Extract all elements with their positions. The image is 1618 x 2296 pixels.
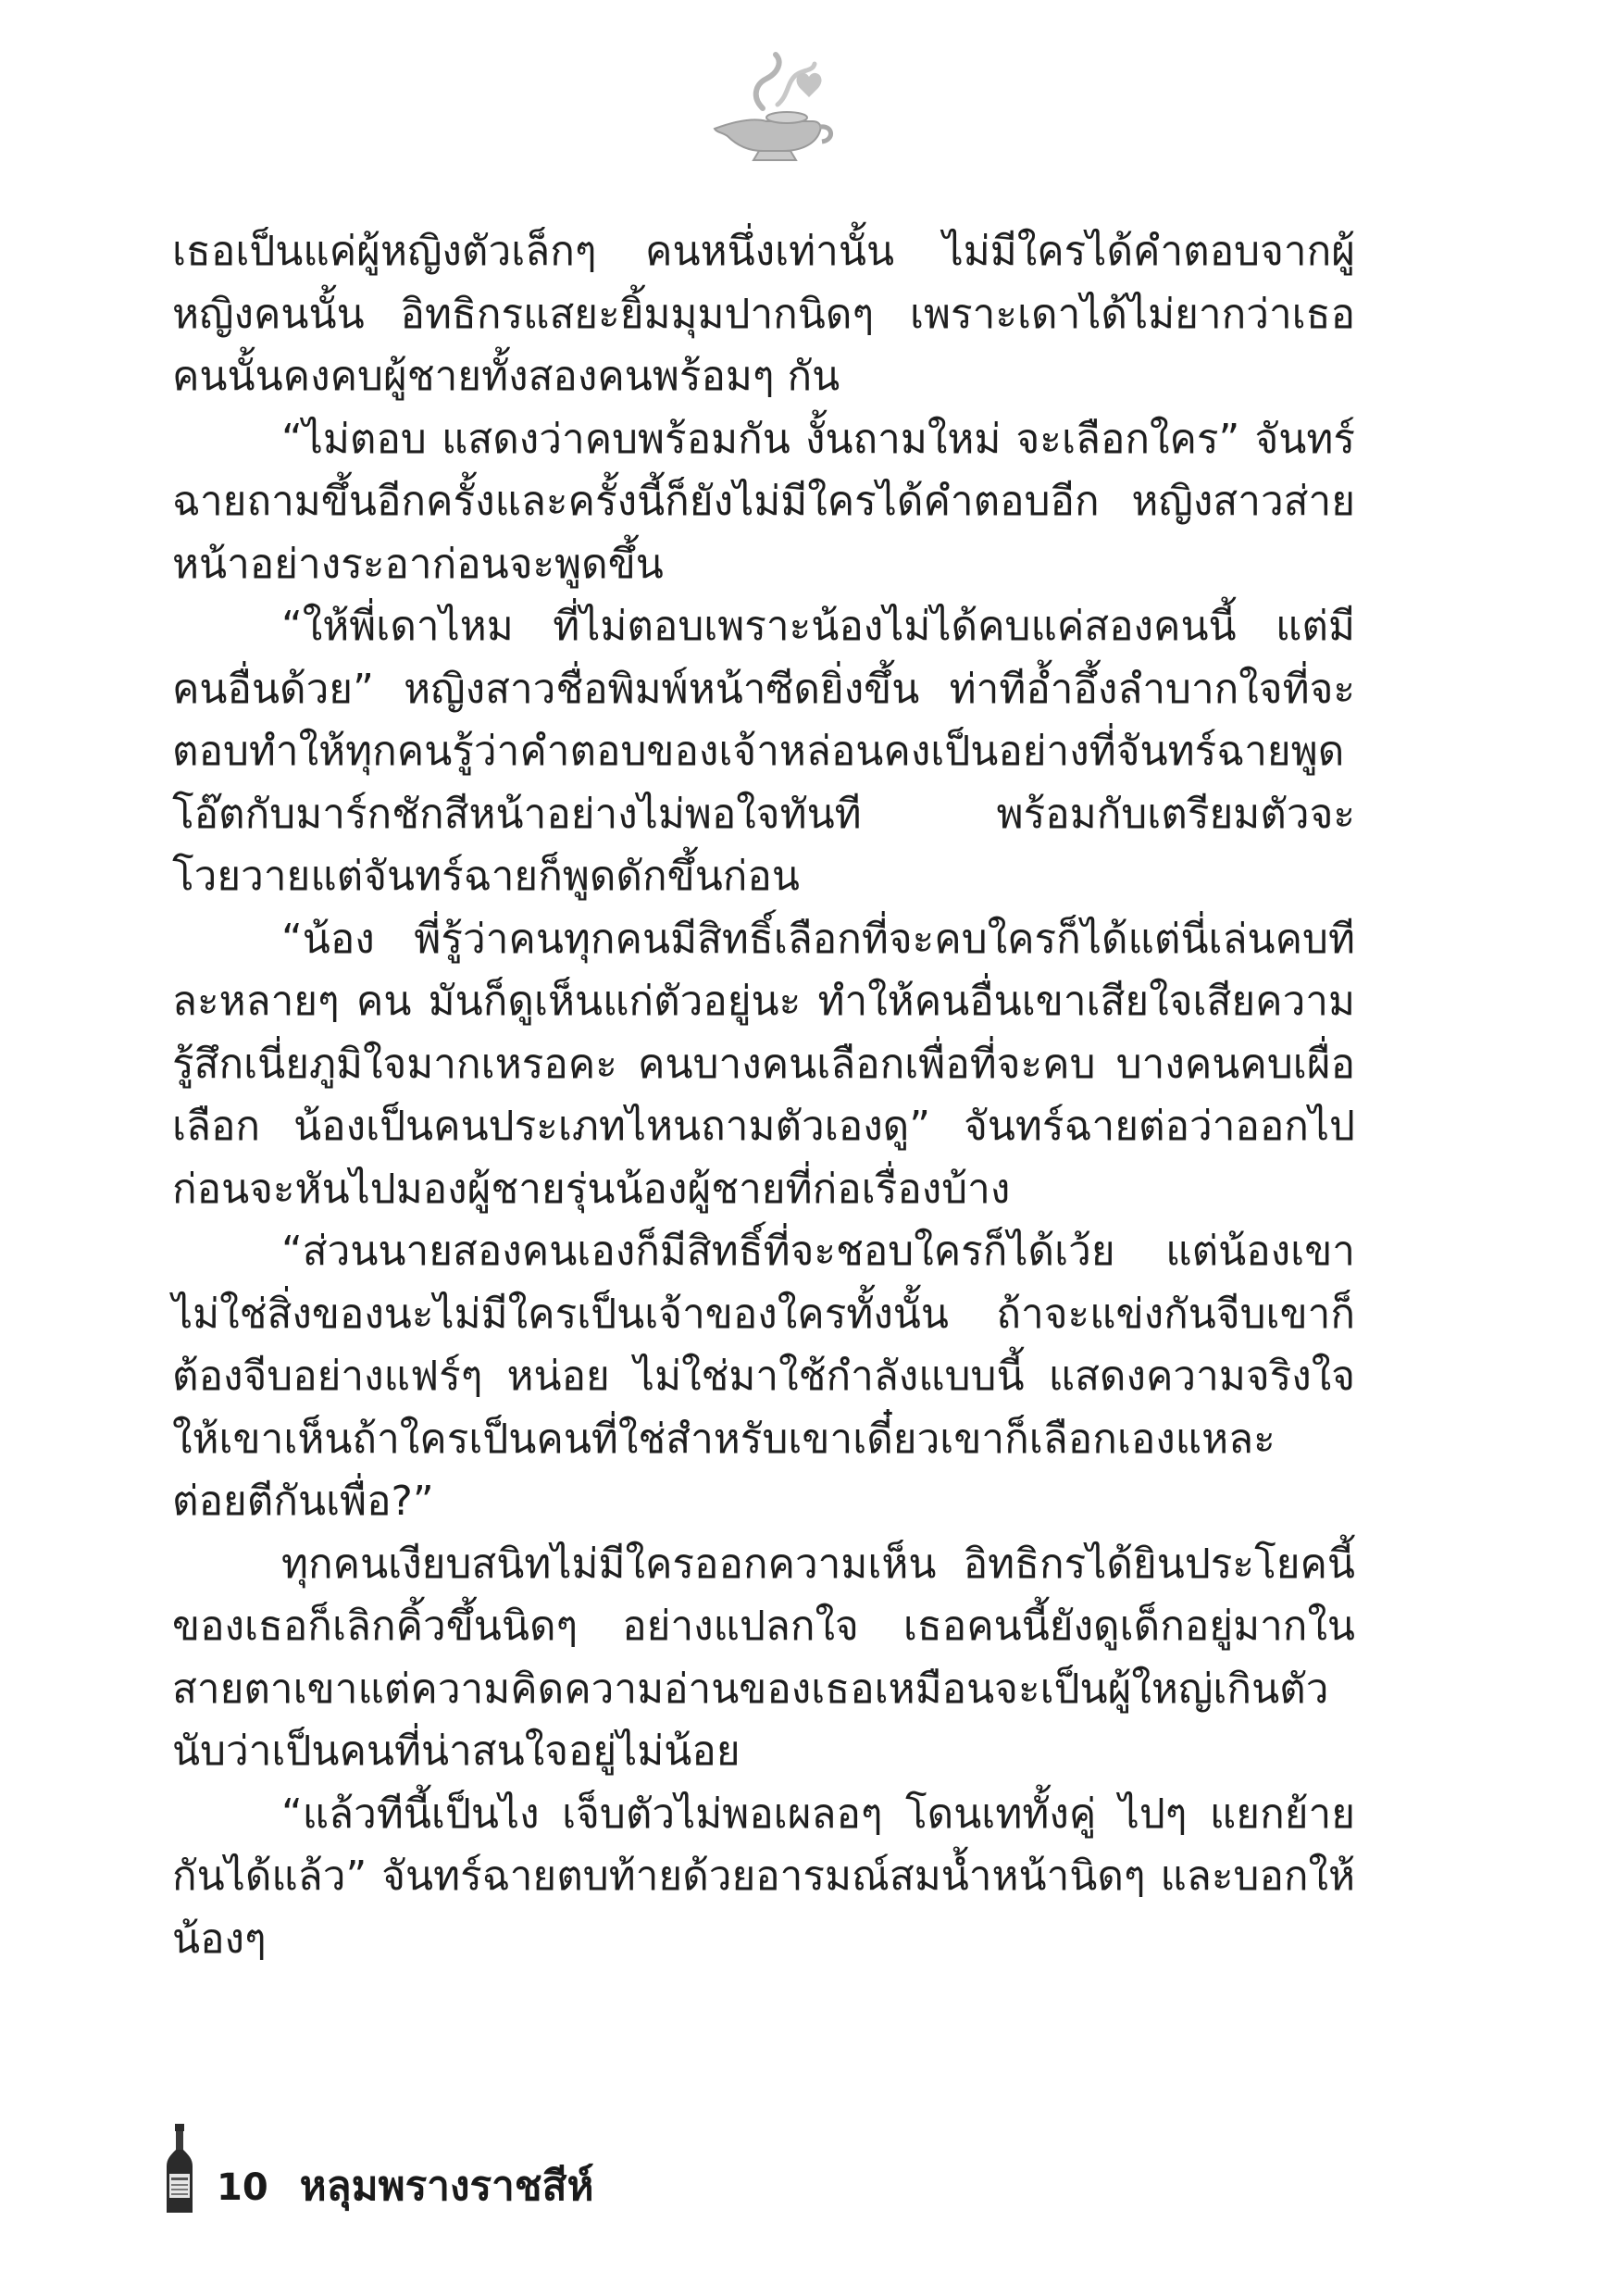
page-footer: [163, 2122, 594, 2215]
paragraph: “ส่วนนายสองคนเองก็มีสิทธิ์ที่จะชอบใครก็ได้เว้ย แต่น้องเขาไม่ใช่สิ่งของนะไม่มีใครเป็นเจ้าของใครทั้งนั้น ถ้าจะแข่งกันจีบเขาก็ต้องจีบอย่างแฟร์ๆ หน่อย ไม่ใช่มาใช้กำลังแบบนี้ แสดงความจริงใจให้เขาเห็นถ้าใครเป็นคนที่ใช่สำหรับเขาเดี๋ยวเขาก็เลือกเองแหละ ต่อยตีกันเพื่อ?”: [172, 1228, 1355, 1525]
chapter-body: [172, 220, 1355, 1970]
paragraph: ทุกคนเงียบสนิทไม่มีใครออกความเห็น อิทธิกรได้ยินประโยคนี้ของเธอก็เลิกคิ้วขึ้นนิดๆ อย่างแปลกใจ เธอคนนี้ยังดูเด็กอยู่มากในสายตาเขาแต่ความคิดความอ่านของเธอเหมือนจะเป็นผู้ใหญ่เกินตัวนับว่าเป็นคนที่น่าสนใจอยู่ไม่น้อย: [172, 1540, 1355, 1775]
page-number: 10: [217, 2166, 268, 2209]
whiskey-bottle-icon: [163, 2124, 196, 2215]
paragraph: “ให้พี่เดาไหม ที่ไม่ตอบเพราะน้องไม่ได้คบแค่สองคนนี้ แต่มีคนอื่นด้วย” หญิงสาวชื่อพิมพ์หน้าซีดยิ่งขึ้น ท่าทีอ้ำอึ้งลำบากใจที่จะตอบทำให้ทุกคนรู้ว่าคำตอบของเจ้าหล่อนคงเป็นอย่างที่จันทร์ฉายพูด โอ๊ตกับมาร์กชักสีหน้าอย่างไม่พอใจทันที พร้อมกับเตรียมตัวจะโวยวายแต่จันทร์ฉายก็พูดดักขึ้นก่อน: [172, 603, 1355, 900]
paragraph: “น้อง พี่รู้ว่าคนทุกคนมีสิทธิ์เลือกที่จะคบใครก็ได้แต่นี่เล่นคบทีละหลายๆ คน มันก็ดูเห็นแก่ตัวอยู่นะ ทำให้คนอื่นเขาเสียใจเสียความรู้สึกเนี่ยภูมิใจมากเหรอคะ คนบางคนเลือกเพื่อที่จะคบ บางคนคบเผื่อเลือก น้องเป็นคนประเภทไหนถามตัวเองดู” จันทร์ฉายต่อว่าออกไปก่อนจะหันไปมองผู้ชายรุ่นน้องผู้ชายที่ก่อเรื่องบ้าง: [172, 915, 1355, 1213]
genie-lamp-icon: [698, 51, 837, 167]
paragraph: “แล้วทีนี้เป็นไง เจ็บตัวไม่พอเผลอๆ โดนเททั้งคู่ ไปๆ แยกย้ายกันได้แล้ว” จันทร์ฉายตบท้ายด้วยอารมณ์สมน้ำหน้านิดๆ และบอกให้น้องๆ: [172, 1790, 1355, 1963]
paragraph: เธอเป็นแค่ผู้หญิงตัวเล็กๆ คนหนึ่งเท่านั้น ไม่มีใครได้คำตอบจากผู้หญิงคนนั้น อิทธิกรแสยะยิ้มมุมปากนิดๆ เพราะเดาได้ไม่ยากว่าเธอคนนั้นคงคบผู้ชายทั้งสองคนพร้อมๆ กัน: [172, 228, 1355, 400]
book-title: หลุมพรางราชสีห์: [299, 2163, 594, 2210]
paragraph: “ไม่ตอบ แสดงว่าคบพร้อมกัน งั้นถามใหม่ จะเลือกใคร” จันทร์ฉายถามขึ้นอีกครั้งและครั้งนี้ก็ยังไม่มีใครได้คำตอบอีก หญิงสาวส่ายหน้าอย่างระอาก่อนจะพูดขึ้น: [172, 415, 1355, 588]
